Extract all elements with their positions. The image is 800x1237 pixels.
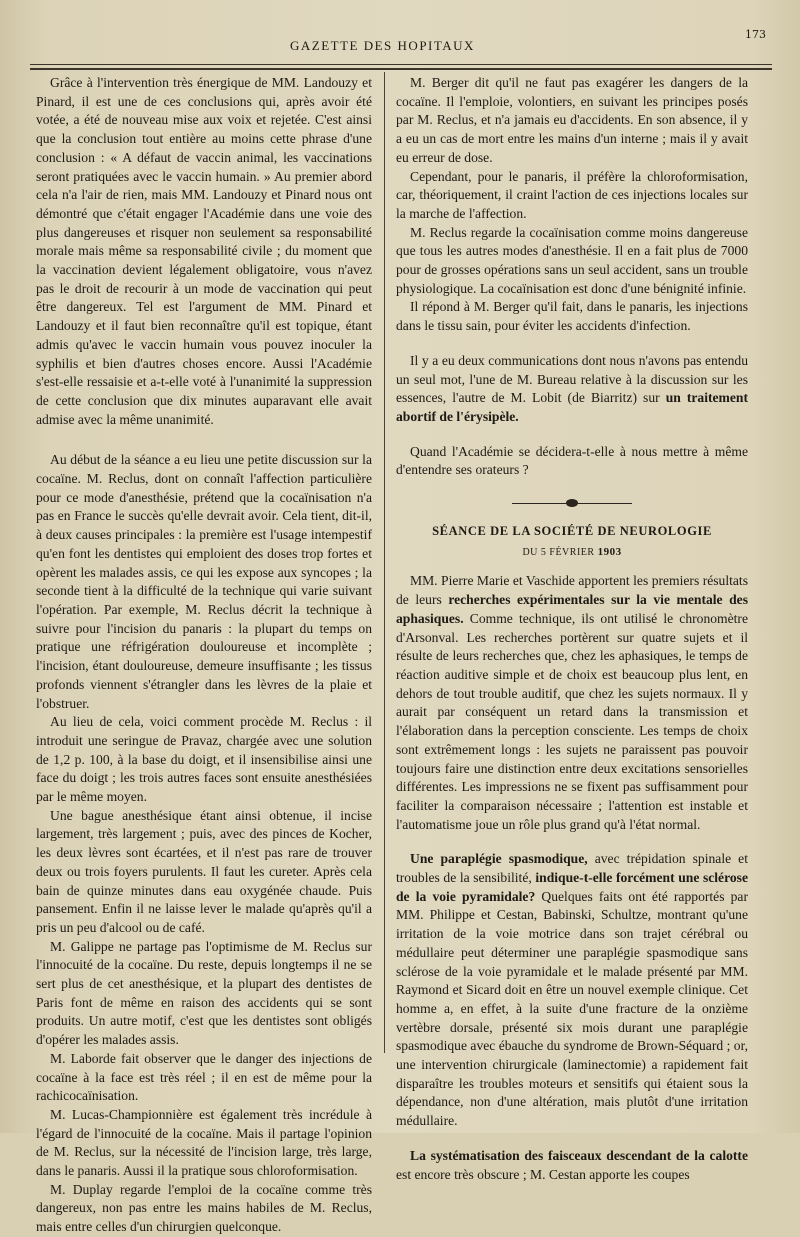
text-run: est encore très obscure ; M. Cestan apporte les coupes bbox=[396, 1166, 690, 1182]
running-title: GAZETTE DES HOPITAUX bbox=[290, 38, 475, 53]
bold-run: recherches expérimentales sur la vie mentale des aphasiques. bbox=[396, 592, 748, 626]
paragraph: M. Galippe ne partage pas l'optimisme de M. Reclus sur l'innocuité de la cocaïne. Du reste, depuis longtemps il ne se sert plus de cet anesthésique, et la plupart des dentistes de Paris font de même en raison des accidents qui se sont produits. Un autre motif, c'est que les dentistes sont obligés d'opérer les malades assis. bbox=[36, 938, 372, 1048]
paragraph-question: Quand l'Académie se décidera-t-elle à nous mettre à même d'entendre ses orateurs ? bbox=[396, 443, 748, 478]
communications-text: Il y a eu deux communications dont nous n'avons pas entendu un seul mot, l'une de M. Bureau relative à la discussion sur les essences, l'autre de M. Lobit (de Biarritz) sur bbox=[396, 352, 748, 406]
paragraph: M. Duplay regarde l'emploi de la cocaïne comme très dangereux, non pas entre les mains habiles de M. Reclus, mais entre celles d'un chirurgien quelconque. bbox=[36, 1181, 372, 1235]
text-run: Quelques faits ont été rapportés par MM. Philippe et Cestan, Babinski, Schultze, montrant qu'une irritation de la voie motrice dans son trajet cérébral ou médullaire peut déterminer une paraplégie spasmodique sans sclérose de la voie pyramidale et le malade présenté par MM. Raymond et Sicard doit en être un nouvel exemple clinique. Cet homme a, en effet, à la suite d'une fracture de la onzième vertèbre dorsale, présenté six mois durant une paraplégie spasmodique avec ébauche du syndrome de Brown-Séquard ; or, une intervention chirurgicale (laminectomie) a rapidement fait disparaître les troubles moteurs et sensitifs qui étaient sous la dépendance, non d'une altération, mais plutôt d'une irritation médullaire. bbox=[396, 888, 748, 1129]
page-number: 173 bbox=[745, 28, 766, 41]
column-divider bbox=[384, 72, 385, 1053]
page-header bbox=[30, 24, 772, 70]
paragraph-aphasiques bbox=[396, 572, 748, 834]
paragraph: Au lieu de cela, voici comment procède M. Reclus : il introduit une seringue de Pravaz, chargée avec une solution de 1,2 p. 100, à la base du doigt, et il insensibilise ainsi une face du doigt ; les trois autres faces sont ensuite anesthésiées par le même moyen. bbox=[36, 714, 372, 805]
bold-run: Une paraplégie spasmodique, bbox=[410, 851, 588, 867]
header-rule-thick bbox=[30, 68, 772, 70]
paragraph: Au début de la séance a eu lieu une petite discussion sur la cocaïne. M. Reclus, dont on connaît l'affection particulière pour ce mode d'anesthésie, prétend que la cocaïnisation n'a pas en France le succès qu'elle devrait avoir. Cela tient, dit-il, à deux causes principales : la première est l'usage intempestif qu'en font les dentistes qui emploient des doses trop fortes et opèrent les malades assis, ce qui les expose aux syncopes ; la seconde tient à la difficulté de la technique qui varie suivant l'opération. Par exemple, M. Reclus décrit la technique à suivre pour l'incision du panaris : la plupart du temps on pratique une réfrigération douloureuse et incomplète ; l'incision, étant douloureuse, demeure insuffisante ; les tissus profonds viennent s'étrangler dans les lèvres de la plaie et l'obstruer. bbox=[36, 452, 372, 711]
section-separator bbox=[512, 498, 632, 510]
bold-run: indique-t-elle forcément une sclérose de la voie pyramidale? bbox=[396, 870, 748, 904]
paragraph: M. Berger dit qu'il ne faut pas exagérer les dangers de la cocaïne. Il l'emploie, volontiers, en suivant les principes posés par M. Reclus, et n'a jamais eu d'accidents. En son absence, il y a eu un cas de mort entre les mains d'un interne ; mais il y avait eu erreur de dose. bbox=[396, 75, 748, 165]
text-run: MM. Pierre Marie et Vaschide apportent les premiers résultats de leurs bbox=[396, 573, 748, 608]
paragraph: M. Lucas-Championnière est également très incrédule à l'égard de l'innocuité de la cocaïne. Mais il partage l'opinion de M. Reclus, sur la nécessité de l'incision large, très large, dans le panaris. Aussi il la pratique sous chloroformisation. bbox=[36, 1106, 372, 1179]
paragraph: Il répond à M. Berger qu'il fait, dans le panaris, les injections dans le tissu sain, pour éviter les accidents d'infection. bbox=[396, 299, 748, 334]
paragraph: M. Reclus regarde la cocaïnisation comme moins dangereuse que tous les autres modes d'anesthésie. Il en a fait plus de 7000 pour de grosses opérations sans un seul accident, sans un trouble physiologique. La cocaïnisation est donc d'une bénignité infinie. bbox=[396, 224, 748, 296]
bold-run: La systématisation des faisceaux descendant de la calotte bbox=[410, 1147, 748, 1163]
left-column bbox=[36, 74, 372, 1235]
section-date-year: 1903 bbox=[597, 545, 622, 558]
section-heading: SÉANCE DE LA SOCIÉTÉ DE NEUROLOGIE bbox=[432, 524, 712, 539]
right-column bbox=[396, 74, 748, 1182]
paragraph: M. Laborde fait observer que le danger des injections de cocaïne à la face est très réel ; il en est de même pour la rachicocaïnisation. bbox=[36, 1050, 372, 1104]
text-run: avec trépidation spinale et troubles de la sensibilité, bbox=[396, 851, 748, 886]
paragraph: Une bague anesthésique étant ainsi obtenue, il incise largement, très largement ; puis, avec des pinces de Kocher, les deux lèvres sont écartées, et il n'est pas rare de trouver deux ou trois foyers purulents. Il faut les cureter. Après cela bain de quinze minutes dans eau oxygénée chaude. Puis pansement. Enfin il ne laisse lever le malade qu'après qu'il a pris un peu d'alcool ou de café. bbox=[36, 807, 372, 935]
section-date-prefix: DU 5 FÉVRIER bbox=[522, 546, 595, 558]
paragraph-systematisation bbox=[396, 1147, 748, 1184]
paragraph: Cependant, pour le panaris, il préfère la chloroformisation, car, théoriquement, il craint l'action de ces injections locales sur la marche de l'affection. bbox=[396, 168, 748, 221]
header-rule bbox=[30, 64, 772, 65]
paragraph-paraplegie bbox=[396, 850, 748, 1131]
paragraph-communications bbox=[396, 352, 748, 427]
section-date bbox=[396, 543, 748, 563]
paragraph: Grâce à l'intervention très énergique de MM. Landouzy et Pinard, il est une de ces conclusions qui, après avoir été votée, a été de nouveau mise aux voix et rejetée. C'est ainsi que la conclusion tout entière au moins cette phrase d'une conclusion : « A défaut de vaccin animal, les vaccinations seront pratiquées avec le vaccin humain. » Au premier abord cela n'a l'air de rien, mais MM. Landouzy et Pinard nous ont démontré que c'était engager l'Académie dans une voie des plus dangereuses et risquer non seulement sa responsabilité morale mais même sa responsabilité civile ; du moment que la vaccination devient légalement obligatoire, vous n'avez pas le droit de recourir à un mode de vaccination qui peut être dangereux. Tel est l'argument de MM. Pinard et Landouzy et il faut bien reconnaître qu'il est topique, étant admis qu'avec le vaccin humain vous pouvez inoculer la syphilis et bien d'autres choses encore. Aussi l'Académie s'est-elle ressaisie et a-t-elle voté à l'unanimité la suppression de cette conclusion que dix minutes auparavant elle avait admise avec la même unanimité. bbox=[36, 75, 372, 427]
communications-bold: un traitement abortif de l'érysipèle. bbox=[396, 390, 748, 424]
separator-ornament bbox=[566, 499, 578, 507]
text-run: Comme technique, ils ont utilisé le chronomètre d'Arsonval. Les recherches portèrent sur quatre sujets et il résulte de leurs recherches que, chez les aphasiques, le temps de réaction auditive simple et de choix est beaucoup plus lent, en dehors de tout trouble auditif, que chez les sujets normaux. Il y aurait par conséquent un retard dans la transmission et l'élaboration dans la perception consciente. Les temps de choix sont extrêmement longs : les sujets ne paraissent pas pouvoir toujours faire une distinction entre deux excitations sensorielles différentes. Les impressions ne se fixent pas suffisamment pour faciliter la comparaison nécessaire ; l'attention est instable et l'automatisme joue un rôle plus grand qu'à l'état normal. bbox=[396, 610, 748, 832]
